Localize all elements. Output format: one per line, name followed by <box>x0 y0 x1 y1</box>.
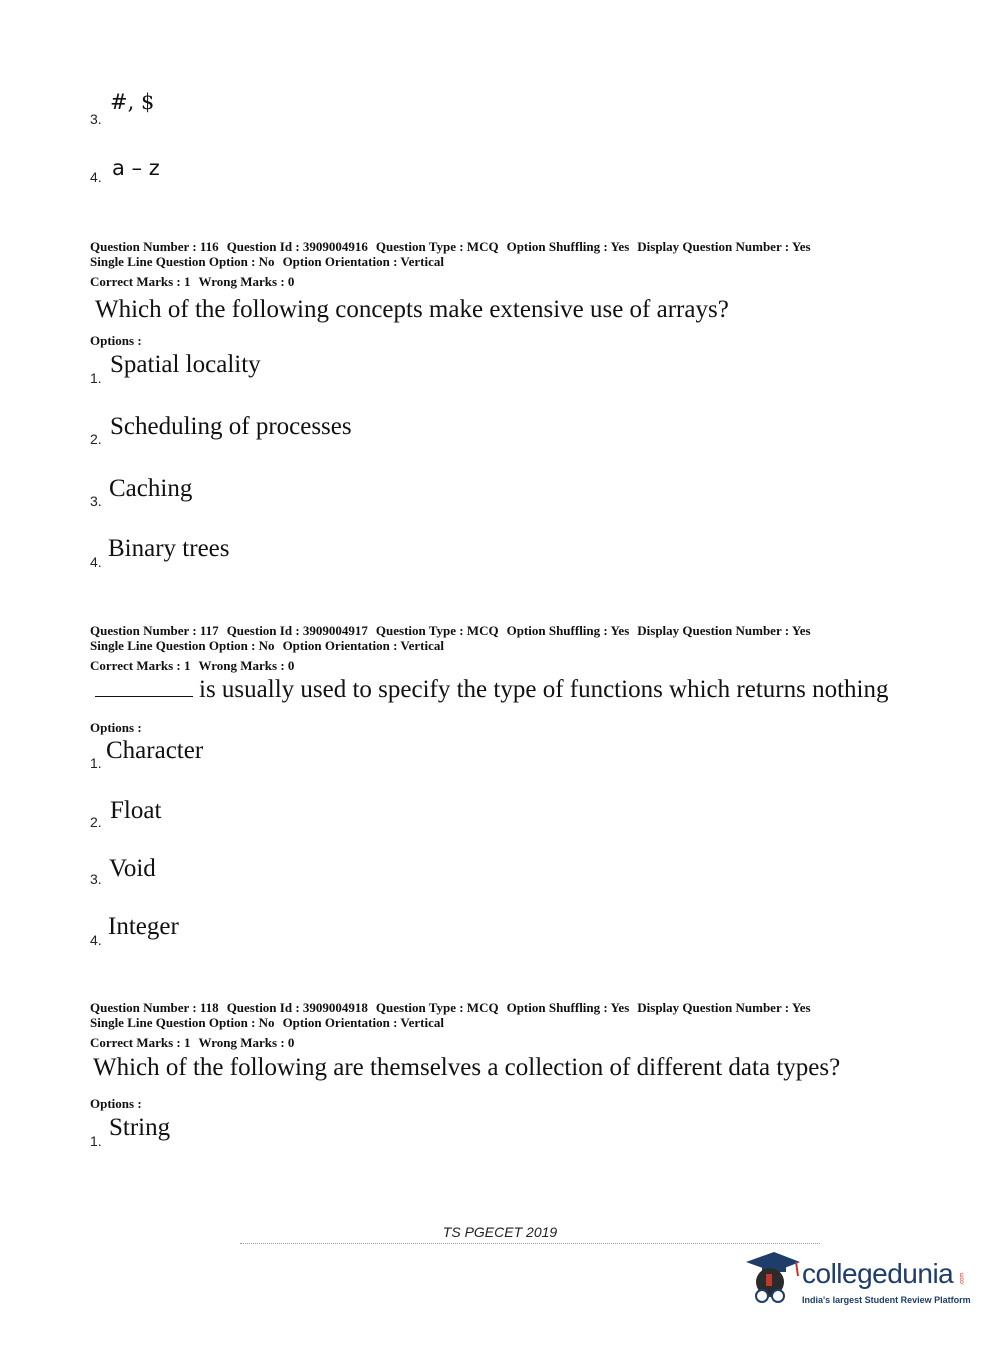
option-number: 1. <box>90 370 102 386</box>
logo-domain: .com <box>959 1272 966 1286</box>
option-text: Float <box>110 797 162 824</box>
option-number: 4. <box>90 169 102 185</box>
option-number: 1. <box>90 755 102 771</box>
fill-in-blank <box>95 676 193 697</box>
question-meta: Question Number : 116 Question Id : 3909004916 Question Type : MCQ Option Shuffling : Yes Display Question Number : Yes Single Line Question Option : No Option Orientation : Vertical Correct Marks : 1 Wrong Marks : 0 <box>90 239 811 289</box>
option-text: Integer <box>108 913 179 940</box>
logo-wordmark: collegedunia <box>802 1258 954 1289</box>
footer-divider <box>240 1243 820 1244</box>
options-label: Options : <box>90 333 142 348</box>
option-text: Void <box>109 855 156 882</box>
option-number: 3. <box>90 111 102 127</box>
question-text: Which of the following are themselves a collection of different data types? <box>93 1054 841 1081</box>
option-number: 2. <box>90 814 102 830</box>
question-text: is usually used to specify the type of functions which returns nothing <box>95 676 888 704</box>
option-number: 3. <box>90 871 102 887</box>
options-label: Options : <box>90 720 142 735</box>
logo-tagline: India's largest Student Review Platform <box>802 1295 971 1305</box>
option-number: 2. <box>90 431 102 447</box>
option-text: a – z <box>112 156 160 180</box>
question-text: Which of the following concepts make extensive use of arrays? <box>95 296 729 323</box>
graduate-mascot-icon <box>740 1250 802 1312</box>
collegedunia-logo <box>740 1250 970 1310</box>
option-text: Binary trees <box>108 535 230 562</box>
option-text: Spatial locality <box>110 351 261 378</box>
option-number: 3. <box>90 493 102 509</box>
option-number: 1. <box>90 1133 102 1149</box>
footer-exam-title: TS PGECET 2019 <box>442 1224 558 1240</box>
option-text: Caching <box>109 475 193 502</box>
option-text: Scheduling of processes <box>110 413 352 440</box>
question-meta: Question Number : 117 Question Id : 3909004917 Question Type : MCQ Option Shuffling : Yes Display Question Number : Yes Single Line Question Option : No Option Orientation : Vertical Correct Marks : 1 Wrong Marks : 0 <box>90 623 811 673</box>
option-number: 4. <box>90 932 102 948</box>
question-meta: Question Number : 118 Question Id : 3909004918 Question Type : MCQ Option Shuffling : Yes Display Question Number : Yes Single Line Question Option : No Option Orientation : Vertical Correct Marks : 1 Wrong Marks : 0 <box>90 1000 811 1050</box>
option-text: #, $ <box>110 90 155 114</box>
option-text: String <box>109 1114 171 1141</box>
option-number: 4. <box>90 554 102 570</box>
option-text: Character <box>106 737 204 764</box>
options-label: Options : <box>90 1096 142 1111</box>
